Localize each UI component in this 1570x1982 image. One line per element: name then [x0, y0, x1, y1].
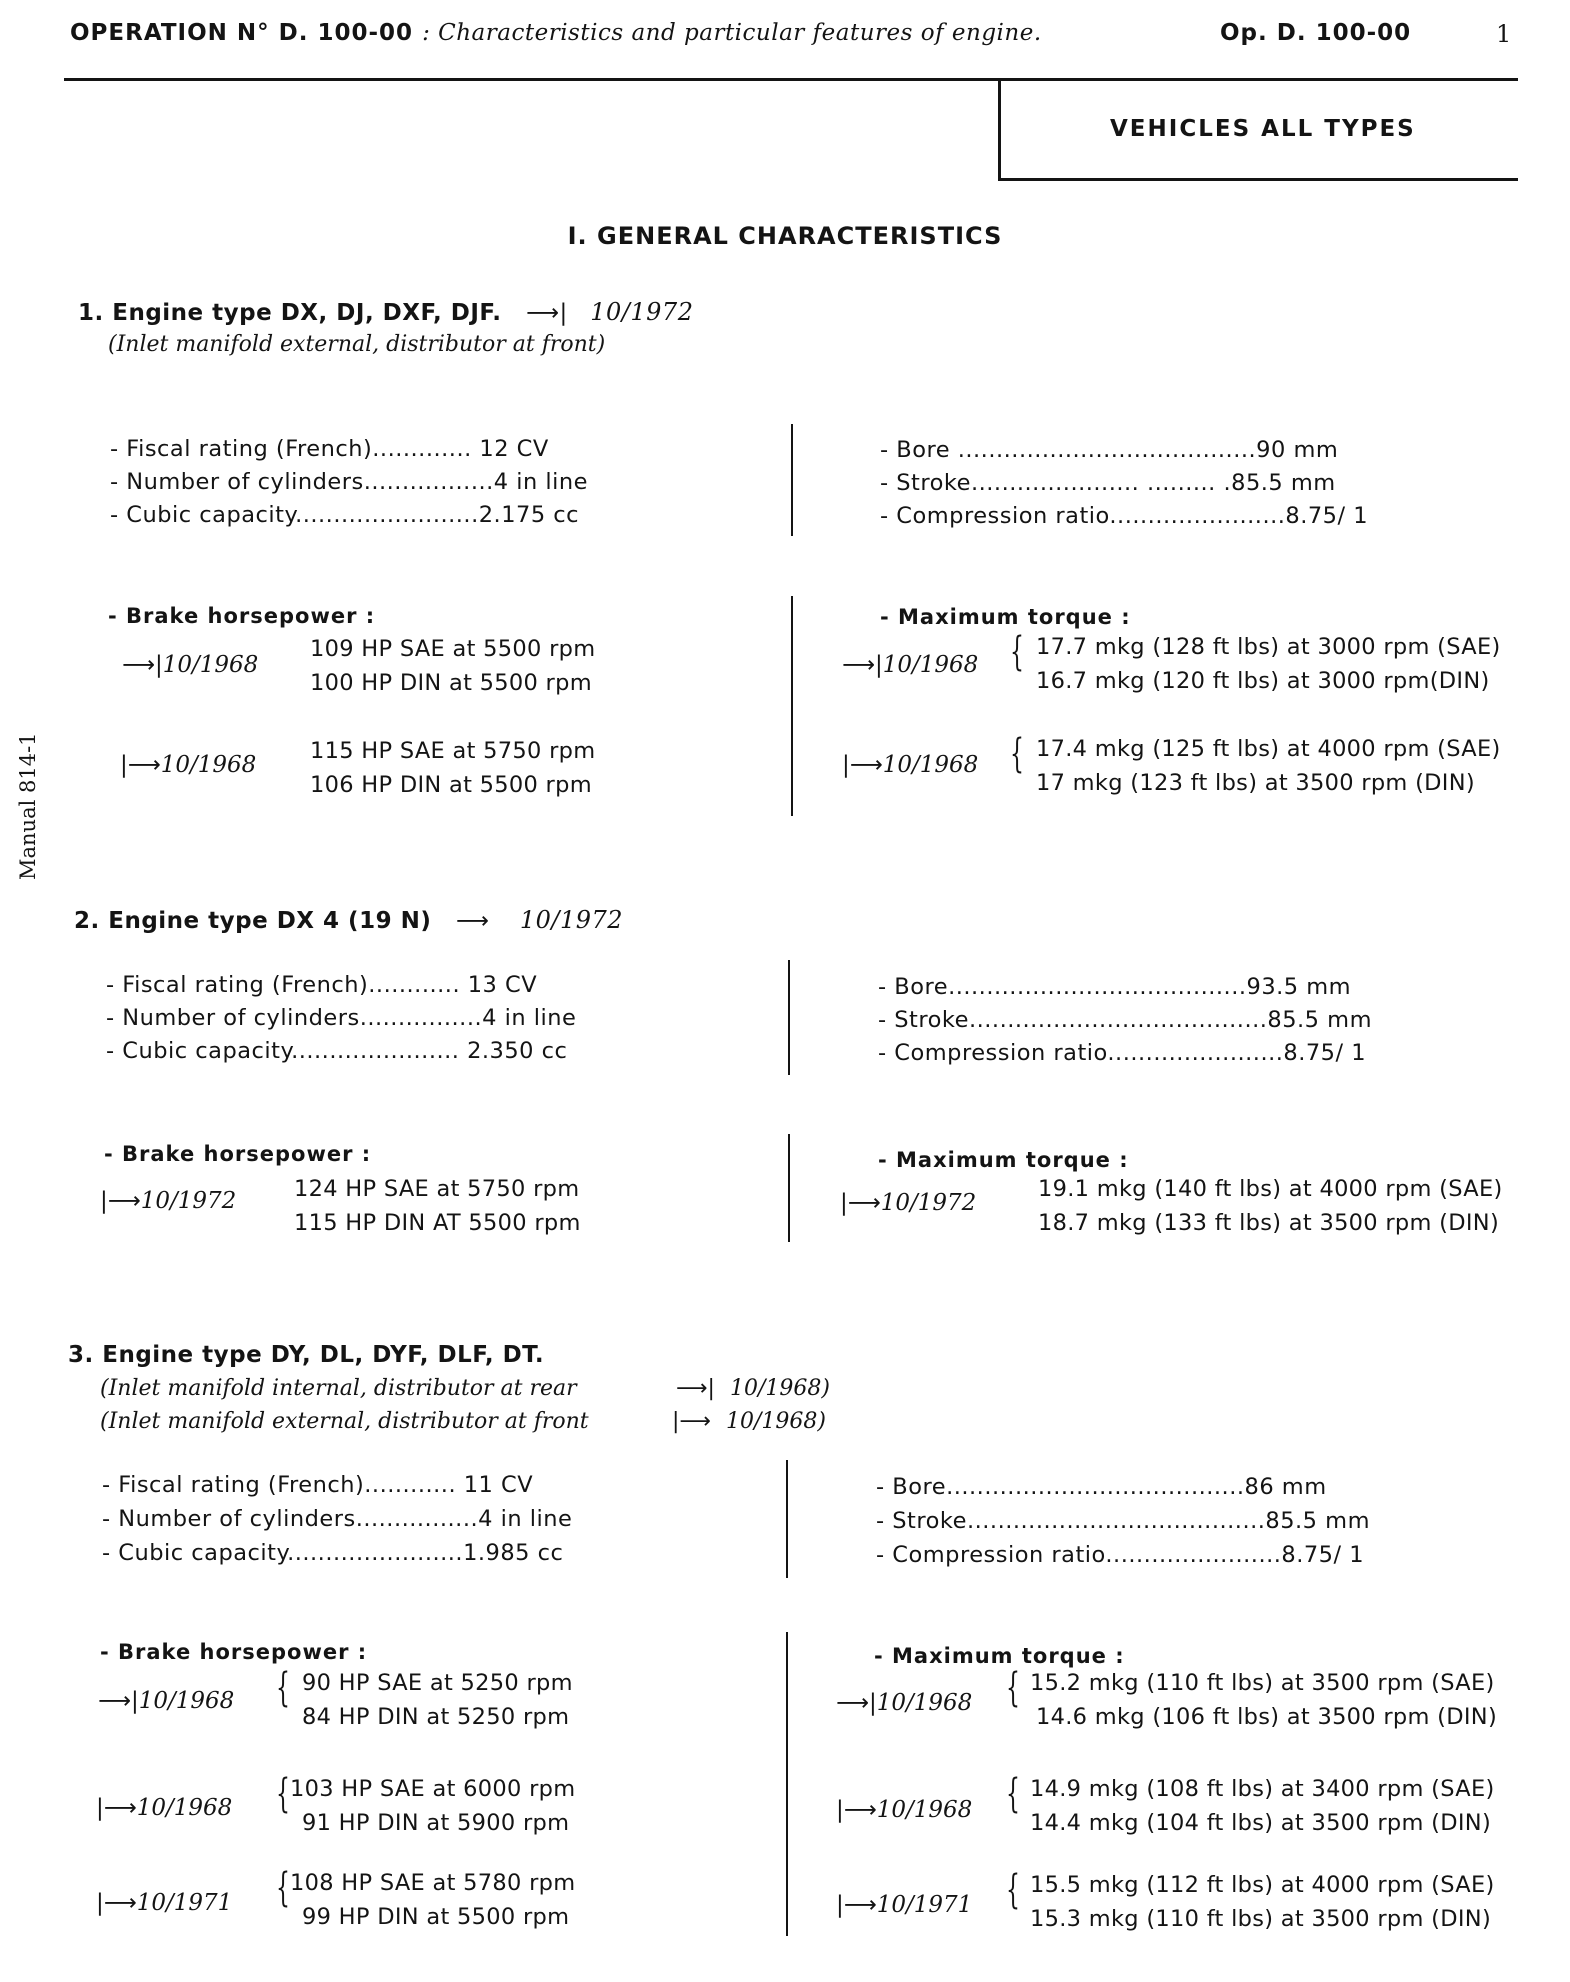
engine-3-hp-3-din: 99 HP DIN at 5500 rpm [302, 1904, 570, 1930]
engine-3-cylinders: - Number of cylinders................4 in line [102, 1506, 573, 1532]
engine-3-torque-2-sae: 14.9 mkg (108 ft lbs) at 3400 rpm (SAE) [1030, 1776, 1495, 1802]
engine-1-note: (Inlet manifold external, distributor at front) [108, 332, 606, 357]
engine-3-torque-date-3: |⟶10/1971 [836, 1892, 973, 1918]
engine-3-torque-2-din: 14.4 mkg (104 ft lbs) at 3500 rpm (DIN) [1030, 1810, 1492, 1836]
engine-3-hp-date-2: |⟶10/1968 [96, 1795, 233, 1821]
engine-1-hp-1-sae: 109 HP SAE at 5500 rpm [310, 636, 596, 662]
engine-3-note-2: (Inlet manifold external, distributor at front [100, 1409, 589, 1434]
column-divider [788, 960, 790, 1075]
engine-3-hp-label: - Brake horsepower : [100, 1640, 368, 1664]
engine-3-torque-1-sae: 15.2 mkg (110 ft lbs) at 3500 rpm (SAE) [1030, 1670, 1495, 1696]
arrow-icon: |⟶ [672, 1409, 711, 1434]
engine-2-hp-sae: 124 HP SAE at 5750 rpm [294, 1176, 580, 1202]
arrow-icon: ⟶| [842, 652, 883, 678]
arrow-icon: |⟶ [100, 1188, 141, 1214]
engine-3-note-2-date: |⟶ 10/1968) [672, 1409, 826, 1434]
engine-3-torque-date-2: |⟶10/1968 [836, 1797, 973, 1823]
engine-1-torque-1-din: 16.7 mkg (120 ft lbs) at 3000 rpm(DIN) [1036, 668, 1490, 694]
arrow-icon: |⟶ [842, 752, 883, 778]
brace-icon: { [276, 1665, 290, 1711]
engine-3-torque-3-din: 15.3 mkg (110 ft lbs) at 3500 rpm (DIN) [1030, 1906, 1492, 1932]
engine-1-title: 1. Engine type DX, DJ, DXF, DJF. ⟶| 10/1972 [78, 298, 694, 326]
arrow-icon: ⟶| [836, 1690, 877, 1716]
engine-3-hp-1-sae: 90 HP SAE at 5250 rpm [302, 1670, 573, 1696]
engine-2-title: 2. Engine type DX 4 (19 N) ⟶ 10/1972 [74, 906, 624, 934]
engine-1-capacity: - Cubic capacity........................2.175 cc [110, 502, 580, 528]
engine-2-hp-label: - Brake horsepower : [104, 1142, 372, 1166]
column-divider [788, 1134, 790, 1242]
operation-number [70, 20, 1042, 46]
engine-2-hp-date: |⟶10/1972 [100, 1188, 237, 1214]
arrow-icon: |⟶ [96, 1795, 137, 1821]
brace-icon: { [1010, 731, 1024, 777]
brace-icon: { [1006, 1771, 1020, 1817]
engine-3-note-1: (Inlet manifold internal, distributor at rear [100, 1376, 577, 1401]
engine-1-compression: - Compression ratio.......................8.75/ 1 [880, 503, 1369, 529]
brace-icon: { [1006, 1665, 1020, 1711]
engine-1-hp-1-din: 100 HP DIN at 5500 rpm [310, 670, 592, 696]
engine-2-bore: - Bore.......................................93.5 mm [878, 974, 1352, 1000]
vehicles-box-left-border [998, 80, 1001, 180]
engine-3-capacity: - Cubic capacity.......................1.985 cc [102, 1540, 564, 1566]
operation-description: : Characteristics and particular features of engine. [422, 20, 1042, 46]
brace-icon: { [276, 1865, 290, 1911]
column-divider [791, 424, 793, 536]
engine-1-fiscal-rating: - Fiscal rating (French)............. 12 CV [110, 436, 549, 462]
engine-1-torque-2-sae: 17.4 mkg (125 ft lbs) at 4000 rpm (SAE) [1036, 736, 1501, 762]
engine-3-fiscal-rating: - Fiscal rating (French)............ 11 CV [102, 1472, 534, 1498]
engine-3-bore: - Bore.......................................86 mm [876, 1474, 1327, 1500]
engine-1-torque-date-2: |⟶10/1968 [842, 752, 979, 778]
engine-2-torque-label: - Maximum torque : [878, 1148, 1129, 1172]
engine-1-hp-date-1: ⟶|10/1968 [122, 652, 259, 678]
column-divider [786, 1460, 788, 1578]
arrow-icon: |⟶ [836, 1797, 877, 1823]
vehicles-box-bottom-border [998, 178, 1518, 181]
arrow-icon: ⟶| [526, 300, 568, 326]
brace-icon: { [1006, 1867, 1020, 1913]
arrow-icon: |⟶ [840, 1190, 881, 1216]
engine-3-torque-date-1: ⟶|10/1968 [836, 1690, 973, 1716]
engine-1-torque-2-din: 17 mkg (123 ft lbs) at 3500 rpm (DIN) [1036, 770, 1475, 796]
engine-3-hp-2-sae: 103 HP SAE at 6000 rpm [290, 1776, 576, 1802]
header-rule [64, 78, 1518, 81]
arrow-icon: |⟶ [96, 1890, 137, 1916]
operation-code: OPERATION N° D. 100-00 [70, 20, 414, 46]
engine-3-hp-3-sae: 108 HP SAE at 5780 rpm [290, 1870, 576, 1896]
engine-3-torque-1-din: 14.6 mkg (106 ft lbs) at 3500 rpm (DIN) [1036, 1704, 1498, 1730]
engine-1-date: 10/1972 [590, 298, 694, 326]
engine-3-stroke: - Stroke.......................................85.5 mm [876, 1508, 1370, 1534]
engine-2-date: 10/1972 [519, 906, 624, 934]
engine-2-torque-sae: 19.1 mkg (140 ft lbs) at 4000 rpm (SAE) [1038, 1176, 1503, 1202]
page-number: 1 [1496, 20, 1512, 48]
engine-2-stroke: - Stroke.......................................85.5 mm [878, 1007, 1372, 1033]
engine-3-hp-1-din: 84 HP DIN at 5250 rpm [302, 1704, 570, 1730]
engine-2-compression: - Compression ratio.......................8.75/ 1 [878, 1040, 1367, 1066]
engine-1-torque-label: - Maximum torque : [880, 605, 1131, 629]
brace-icon: { [276, 1771, 290, 1817]
engine-3-note-1-date: ⟶| 10/1968) [676, 1376, 830, 1401]
engine-2-hp-din: 115 HP DIN AT 5500 rpm [294, 1210, 581, 1236]
engine-1-hp-label: - Brake horsepower : [108, 604, 376, 628]
engine-1-torque-1-sae: 17.7 mkg (128 ft lbs) at 3000 rpm (SAE) [1036, 634, 1501, 660]
engine-1-hp-2-sae: 115 HP SAE at 5750 rpm [310, 738, 596, 764]
arrow-icon: ⟶| [676, 1376, 715, 1401]
column-divider [791, 596, 793, 816]
engine-2-cylinders: - Number of cylinders................4 in line [106, 1005, 577, 1031]
engine-3-hp-date-1: ⟶|10/1968 [98, 1688, 235, 1714]
engine-2-torque-date: |⟶10/1972 [840, 1190, 977, 1216]
margin-note: Manual 814-1 [16, 732, 40, 880]
column-divider [786, 1632, 788, 1936]
arrow-icon: ⟶ [455, 908, 490, 934]
arrow-icon: |⟶ [120, 752, 161, 778]
engine-1-bore: - Bore .......................................90 mm [880, 437, 1339, 463]
engine-3-torque-3-sae: 15.5 mkg (112 ft lbs) at 4000 rpm (SAE) [1030, 1872, 1495, 1898]
engine-1-cylinders: - Number of cylinders.................4 in line [110, 469, 589, 495]
engine-2-fiscal-rating: - Fiscal rating (French)............ 13 CV [106, 972, 538, 998]
brace-icon: { [1010, 629, 1024, 675]
engine-1-stroke: - Stroke...................... ......... .85.5 mm [880, 470, 1336, 496]
engine-3-compression: - Compression ratio.......................8.75/ 1 [876, 1542, 1365, 1568]
engine-3-torque-label: - Maximum torque : [874, 1644, 1125, 1668]
engine-1-torque-date-1: ⟶|10/1968 [842, 652, 979, 678]
engine-2-capacity: - Cubic capacity...................... 2.350 cc [106, 1038, 568, 1064]
engine-3-hp-date-3: |⟶10/1971 [96, 1890, 233, 1916]
engine-3-title: 3. Engine type DY, DL, DYF, DLF, DT. [68, 1342, 545, 1368]
arrow-icon: ⟶| [98, 1688, 139, 1714]
engine-1-hp-2-din: 106 HP DIN at 5500 rpm [310, 772, 592, 798]
engine-2-torque-din: 18.7 mkg (133 ft lbs) at 3500 rpm (DIN) [1038, 1210, 1500, 1236]
operation-reference: Op. D. 100-00 [1220, 20, 1412, 46]
engine-3-hp-2-din: 91 HP DIN at 5900 rpm [302, 1810, 570, 1836]
arrow-icon: |⟶ [836, 1892, 877, 1918]
section-title: I. GENERAL CHARACTERISTICS [567, 222, 1003, 250]
engine-1-hp-date-2: |⟶10/1968 [120, 752, 257, 778]
arrow-icon: ⟶| [122, 652, 163, 678]
vehicles-box: VEHICLES ALL TYPES [1110, 116, 1416, 142]
